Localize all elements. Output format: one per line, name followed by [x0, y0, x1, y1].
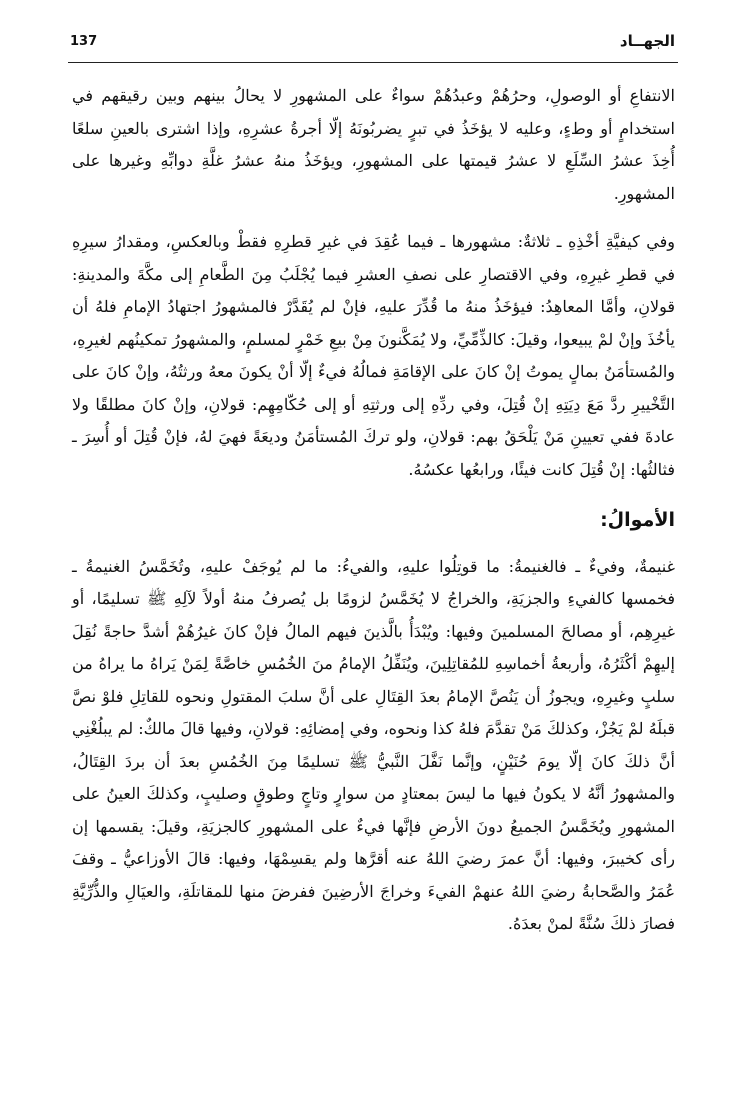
section-heading: الأموالُ:	[600, 509, 675, 531]
page-body	[72, 80, 675, 957]
running-title: الجهــاد	[619, 32, 675, 50]
page-number: 137	[70, 34, 98, 49]
page-header	[70, 30, 675, 60]
paragraph: وفي كيفيَّةِ أخْذِهِ ـ ثلاثةٌ: مشهورها ـ فيما عُقِدَ في غيرِ قطرِهِ فقطْ وبالعكسِ، ومقدارُ سيرِهِ في قطرِ غيرِهِ، وفي الاقتصارِ على نصفِ العشرِ فيما يُجْلَبُ مِنَ الطَّعامِ إلى مكَّةَ والمدينةِ: قولانِ، وأمَّا المعاهِدُ: فيؤخَذُ منهُ ما قُدِّرَ عليهِ، فإنْ لم يُقَدَّرْ فالمشهورُ اجتهادُ الإمامِ فلهُ أن يأخُذَ وإنْ لمْ يبيعوا، وقيلَ: كالذِّمِّيِّ، ولا يُمَكَّنونَ مِنْ بيعِ خَمْرٍ لمسلمٍ، والمشهورُ تمكينُهم لغيرِهِ، والمُستأمَنُ بمالٍ يموتُ إنْ كانَ على الإقامَةِ فمالُهُ فيءٌ إلّا أنْ يكونَ معهُ ورثتُهُ، وإنْ كانَ على التَّخْييرِ ردَّ مَعَ دِيَتِهِ إنْ قُتِلَ، وفي ردِّهِ إلى ورثتِهِ أو إلى حُكّامِهِم: قولانِ، وإنْ كانَ مطلقًا ولا عادةَ ففي تعيينِ مَنْ يَلْحَقُ بهم: قولانِ، ولو تركَ المُستأمَنُ وديعَةً فهيَ لهُ، فإنْ قُتِلَ أو أُسِرَ ـ فثالثُها: إنْ قُتِلَ كانت فيئًا، ورابعُها عكسُهُ.	[72, 232, 675, 479]
paragraph: الانتفاعِ أو الوصولِ، وحرُهُمْ وعبدُهُمْ سواءٌ على المشهورِ لا يحالُ بينهم وبين رقيقهم في استخدامٍ أو وطءٍ، وعليه لا يؤخَذُ في تبرٍ يضربُونَهُ إلّا أجرةُ عشرِهِ، وإذا اشترى بالعينِ سلعًا أُخِذَ عشرُ السِّلَعِ لا عشرُ قيمتها على المشهورِ، ويؤخَذُ منهُ عشرُ غلَّةِ دوابِّهِ وغيرها على المشهورِ.	[72, 86, 676, 203]
header-divider	[68, 62, 678, 63]
paragraph: غنيمةٌ، وفيءٌ ـ فالغنيمةُ: ما قوتِلُوا عليهِ، والفيءُ: ما لم يُوجَفْ عليهِ، وتُخَمَّسُ الغنيمةُ ـ فخمسها كالفيءِ والجزيَةِ، والخراجُ لا يُخَمَّسُ لزومًا بل يُصرفُ منهُ أولاً لآلِهِ ﷺ تسليمًا، أو غيرِهِم، أو مصالحَ المسلمينَ وفيها: ويُبْدَأُ بالَّذينَ فيهم المالُ فإنْ كانَ غيرُهُمْ أشدَّ حاجةً نُقِلَ إليهِمْ أكْثَرُهُ، وأربعةُ أخماسِهِ للمُقاتِلِينَ، ويُنَفِّلُ الإمامُ منَ الخُمُسِ خاصَّةً لِمَنْ يَراهُ ما يراهُ من سلبٍ وغيرِهِ، ويجوزُ أن يَنُصَّ الإمامُ بعدَ القِتَالِ على أنَّ سلبَ المقتولِ ونحوه للقاتِلِ فلوْ نصَّ قبلَهُ لمْ يَجُزْ، وكذلكَ مَنْ تقدَّمَ فلهُ كذا ونحوه، وفي إمضائِهِ: قولانِ، وفيها قالَ مالكٌ: لم يبلُغْنِي أنَّ ذلكَ كانَ إلّا يومَ حُنَيْنٍ، وإنَّما نَفَّلَ النَّبيُّ ﷺ تسليمًا مِنَ الخُمُسِ بعدَ أن بردَ القِتَالُ، والمشهورُ أنَّهُ لا يكونُ فيها ما ليسَ بمعتادٍ من سوارٍ وتاجٍ وطوقٍ وصليبٍ، وكذلكَ العينُ على المشهورِ ويُخَمَّسُ الجميعُ دونَ الأرضِ فإنَّها فيءٌ على المشهورِ كالجزيَةِ، وقيلَ: يقسمها إن رأى كخيبرَ، وفيها: أنَّ عمرَ رضيَ اللهُ عنه أقرَّها ولم يقسِمْهَا، وفيها: قالَ الأوزاعيُّ ـ وقفَ عُمَرُ والصَّحابةُ رضيَ اللهُ عنهمْ الفيءَ وخراجَ الأرضِينَ ففرضَ منها للمقاتلَةِ، والعيَالِ والذُّرِّيَّةِ فصارَ ذلكَ سُنَّةً لمنْ بعدَهُ.	[72, 556, 675, 933]
